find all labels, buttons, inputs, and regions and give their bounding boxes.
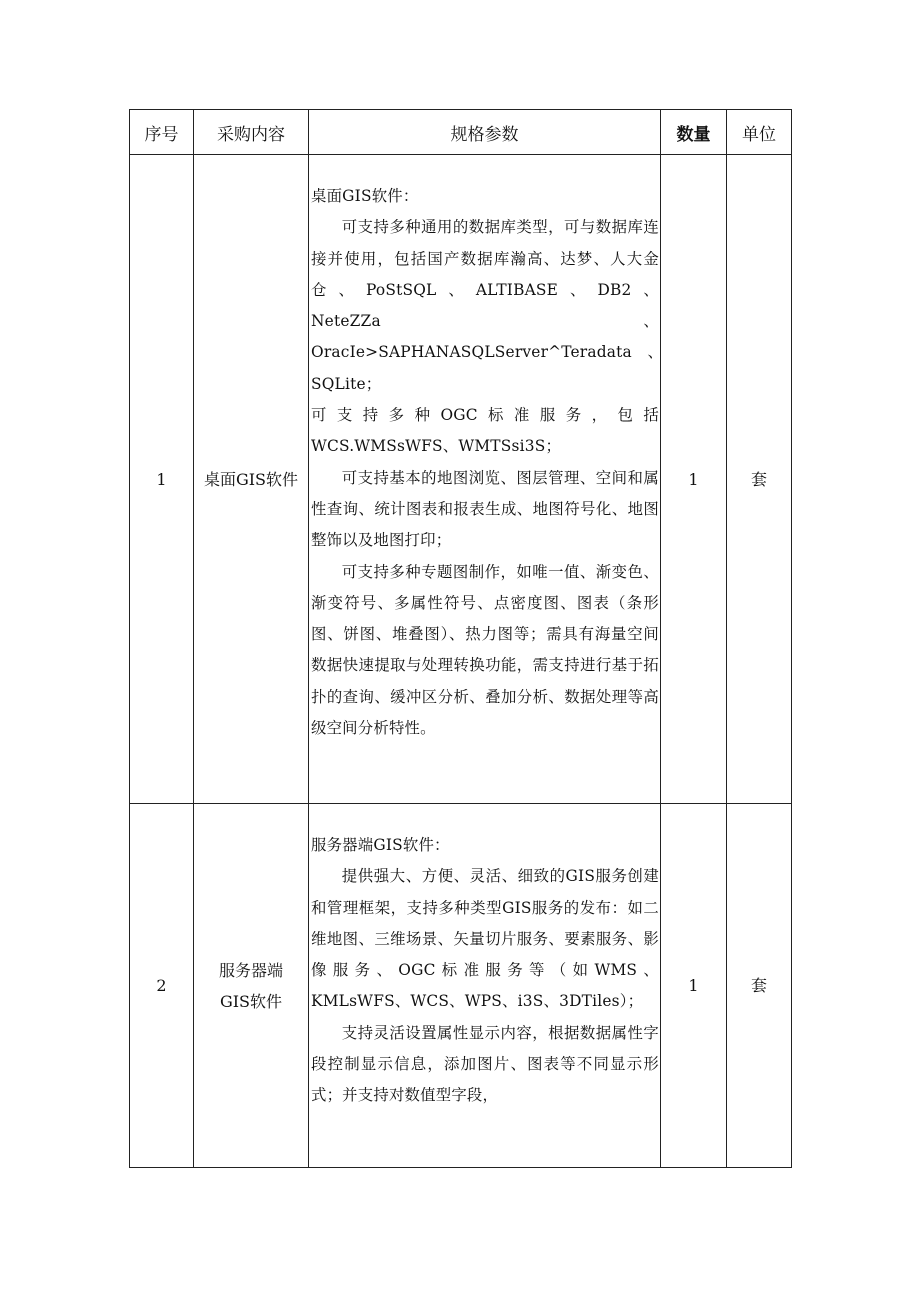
row1-spec — [309, 155, 664, 804]
spec-paragraph: 可支持多种OGC标准服务，包括WCS.WMSsWFS、WMTSsi3S； — [311, 406, 659, 456]
row2-unit: 套 — [727, 804, 792, 1168]
spec-paragraph: 提供强大、方便、灵活、细致的GIS服务创建和管理框架，支持多种类型GIS服务的发布：如二维地图、三维场景、矢量切片服务、要素服务、影像服务、OGC标准服务等（如WMS、KMLsWFS、WCS、WPS、i3S、3DTiles）； — [311, 867, 659, 1011]
header-procurement-content: 采购内容 — [194, 110, 309, 155]
row2-quantity: 1 — [661, 804, 727, 1168]
header-serial-no: 序号 — [130, 110, 194, 155]
spec-paragraph: 可支持多种专题图制作，如唯一值、渐变色、渐变符号、多属性符号、点密度图、图表（条形图、饼图、堆叠图）、热力图等；需具有海量空间数据快速提取与处理转换功能，需支持进行基于拓扑的查询、缓冲区分析、叠加分析、数据处理等高级空间分析特性。 — [311, 562, 659, 738]
row1-quantity: 1 — [661, 155, 727, 804]
table-row — [130, 804, 792, 1168]
header-quantity: 数量 — [661, 110, 727, 155]
header-specifications: 规格参数 — [309, 110, 661, 155]
row1-serial-no: 1 — [130, 155, 194, 804]
row2-item-line1: 服务器端 — [218, 960, 283, 980]
spec-paragraph: 桌面GIS软件： — [311, 187, 419, 205]
row1-item: 桌面GIS软件 — [194, 155, 309, 804]
spec-paragraph: 服务器端GIS软件： — [311, 836, 450, 854]
row2-item — [194, 804, 309, 1168]
row2-serial-no: 2 — [130, 804, 194, 1168]
spec-paragraph: 支持灵活设置属性显示内容，根据数据属性字段控制显示信息，添加图片、图表等不同显示形式；并支持对数值型字段， — [311, 1023, 659, 1105]
table-row — [130, 155, 792, 804]
table-header-row — [130, 110, 792, 155]
row1-unit: 套 — [727, 155, 792, 804]
procurement-table — [129, 109, 792, 1168]
spec-paragraph: 可支持多种通用的数据库类型，可与数据库连接并使用，包括国产数据库瀚高、达梦、人大金仓、PoStSQL、ALTIBASE、DB2、NeteZZa、OracIe>SAPHANASQLServer^Teradata 、SQLite； — [311, 218, 664, 393]
row2-item-line2: GIS软件 — [219, 991, 283, 1011]
spec-paragraph: 可支持基本的地图浏览、图层管理、空间和属性查询、统计图表和报表生成、地图符号化、地图整饰以及地图打印； — [311, 468, 659, 550]
row2-spec — [309, 804, 661, 1168]
header-unit: 单位 — [727, 110, 792, 155]
